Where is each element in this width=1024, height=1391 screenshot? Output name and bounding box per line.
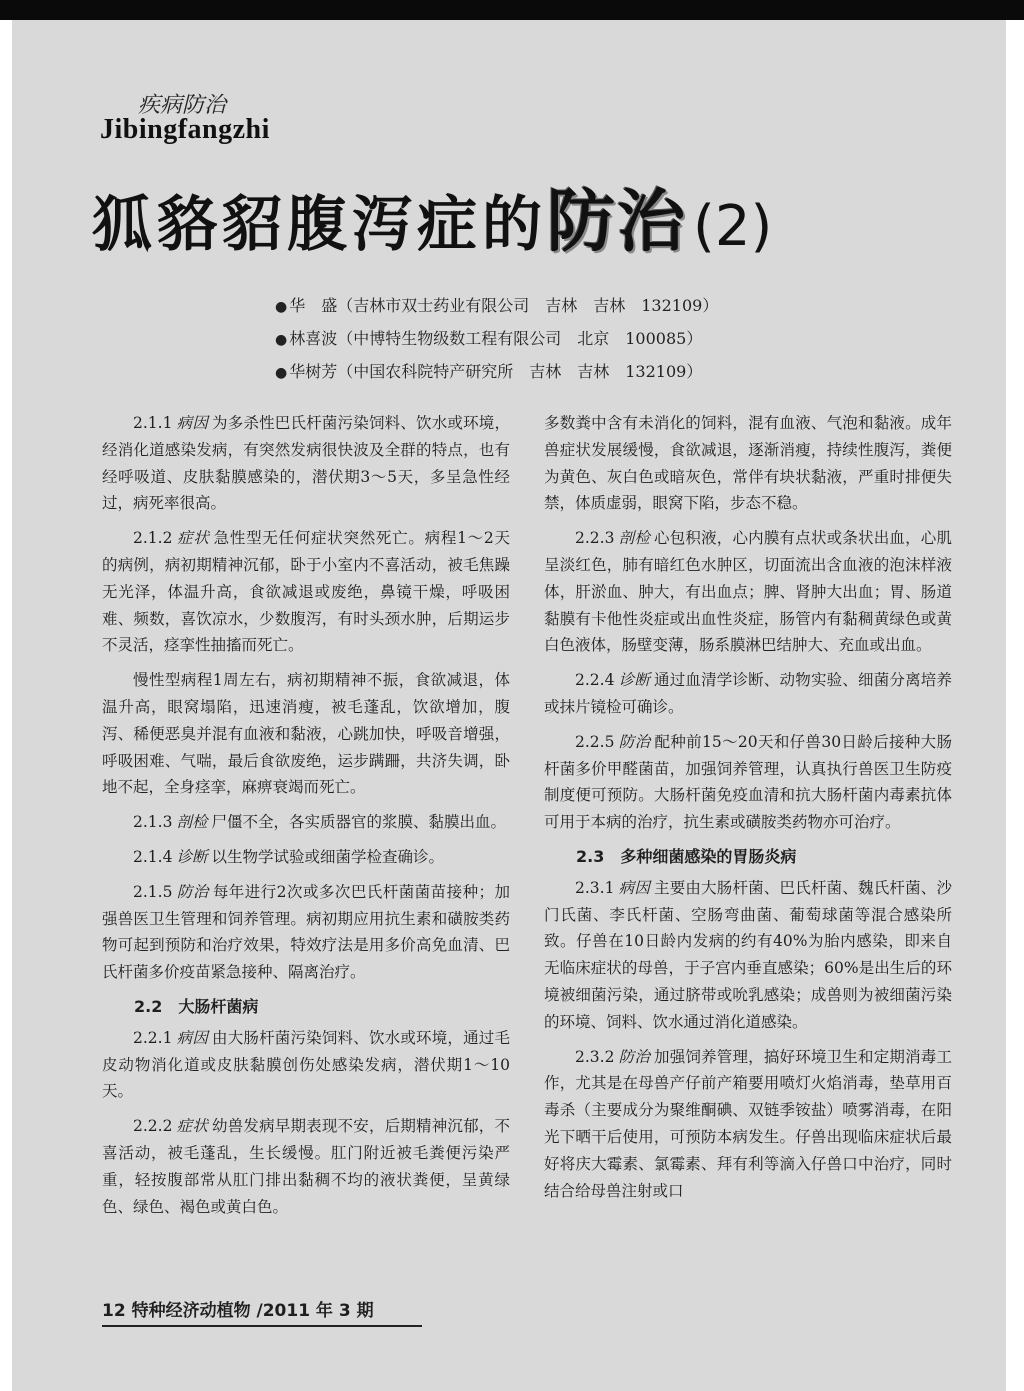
para-text: 通过血清学诊断、动物实验、细菌分离培养或抹片镜检可确诊。 (544, 671, 952, 716)
para-text: 主要由大肠杆菌、巴氏杆菌、魏氏杆菌、沙门氏菌、李氏杆菌、空肠弯曲菌、葡萄球菌等混合感染所致。仔兽在10日龄内发病的约有40%为胎内感染，即来自无临床症状的母兽，于子宫内垂直感染；60%是出生后的环境被细菌污染，通过脐带或吮乳感染；成兽则为被细菌污染的环境、饲料、饮水通过消化道感染。 (544, 878, 952, 1031)
para-number: 2.2.2 (133, 1117, 173, 1136)
article-title (92, 168, 972, 262)
paragraph (544, 729, 952, 836)
para-number: 2.3.1 (575, 878, 615, 897)
paragraph (544, 667, 952, 721)
para-text: 心包积液，心内膜有点状或条状出血，心肌呈淡红色，肺有暗红色水肿区，切面流出含血液的泡沫样液体，肝淤血、肿大，有出血点；脾、肾肿大出血；胃、肠道黏膜有卡他性炎症或出血性炎症，肠管内有黏稠黄绿色或黄白色液体，肠壁变薄，肠系膜淋巴结肿大、充血或出血。 (544, 529, 952, 655)
para-text: 每年进行2次或多次巴氏杆菌菌苗接种；加强兽医卫生管理和饲养管理。病初期应用抗生素和磺胺类药物可起到预防和治疗效果，特效疗法是用多价高免血清、巴氏杆菌多价疫苗紧急接种、隔离治疗。 (102, 882, 510, 982)
para-label: 诊断 (176, 847, 208, 866)
author-affiliation: （中国农科院特产研究所 吉林 吉林 132109） (337, 362, 703, 381)
paragraph (102, 410, 510, 517)
para-number: 2.2.1 (133, 1028, 173, 1047)
title-emphasis: 防治 (547, 183, 688, 262)
author-affiliation: （吉林市双士药业有限公司 吉林 吉林 132109） (337, 296, 719, 315)
author-name: 华树芳 (289, 362, 338, 381)
paragraph (544, 1044, 952, 1205)
top-dark-band (0, 0, 1024, 20)
author-affiliation: （中博特生物级数工程有限公司 北京 100085） (337, 329, 703, 348)
para-number: 2.1.5 (133, 882, 173, 901)
section-label-en: Jibingfangzhi (100, 114, 270, 145)
para-text: 幼兽发病早期表现不安，后期精神沉郁，不喜活动，被毛蓬乱，生长缓慢。肛门附近被毛粪便污染严重，轻按腹部常从肛门排出黏稠不均的液状粪便，呈黄绿色、绿色、褐色或黄白色。 (102, 1117, 510, 1216)
para-number: 2.1.3 (133, 813, 173, 832)
author-line (275, 323, 718, 356)
para-number: 2.1.1 (133, 414, 173, 432)
title-main: 狐貉貂腹泻症的 (92, 190, 547, 260)
paragraph (102, 1025, 510, 1105)
author-line (275, 356, 718, 389)
para-text: 为多杀性巴氏杆菌污染饲料、饮水或环境，经消化道感染发病，有突然发病很快波及全群的特点，也有经呼吸道、皮肤黏膜感染的，潜伏期3～5天，多呈急性经过，病死率很高。 (102, 414, 510, 513)
section-heading: 2.3 多种细菌感染的胃肠炎病 (576, 846, 797, 866)
para-text: 以生物学试验或细菌学检查确诊。 (211, 847, 444, 866)
para-text: 配种前15～20天和仔兽30日龄后接种大肠杆菌多价甲醛菌苗，加强饲养管理，认真执行兽医卫生防疫制度便可预防。大肠杆菌免疫血清和抗大肠杆菌内毒素抗体可用于本病的治疗，抗生素或磺胺类药物亦可治疗。 (544, 732, 952, 832)
para-label: 病因 (618, 878, 651, 897)
para-label: 剖检 (618, 529, 651, 548)
para-label: 病因 (176, 414, 209, 432)
para-text: 急性型无任何症状突然死亡。病程1～2天的病例，病初期精神沉郁，卧于小室内不喜活动，被毛焦躁无光泽，体温升高，食欲减退或废绝，鼻镜干燥，呼吸困难、频数，喜饮凉水，少数腹泻，有时头颈水肿，后期运步不灵活，痉挛性抽搐而死亡。 (102, 529, 510, 655)
left-column (102, 410, 510, 1228)
paragraph: 慢性型病程1周左右，病初期精神不振，食欲减退，体温升高，眼窝塌陷，迅速消瘦，被毛蓬乱，饮欲增加，腹泻、稀便恶臭并混有血液和黏液，心跳加快，呼吸音增强，呼吸困难、气喘，最后食欲废绝，运步蹒跚，共济失调，卧地不起，全身痉挛，麻痹衰竭而死亡。 (102, 671, 510, 797)
author-line (275, 290, 718, 323)
paragraph: 多数粪中含有未消化的饲料，混有血液、气泡和黏液。成年兽症状发展缓慢，食欲减退，逐渐消瘦，持续性腹泻，粪便为黄色、灰白色或暗灰色，常伴有块状黏液，严重时排便失禁，体质虚弱，眼窝下陷，步态不稳。 (544, 414, 952, 513)
para-label: 防治 (618, 1047, 651, 1066)
para-number: 2.2.4 (575, 671, 615, 690)
bullet-icon: ● (275, 299, 288, 315)
section-heading: 2.2 大肠杆菌病 (134, 996, 259, 1016)
para-label: 病因 (176, 1028, 209, 1047)
left-margin (0, 20, 12, 1391)
paragraph (102, 844, 510, 871)
para-number: 2.3.2 (575, 1047, 615, 1066)
paragraph (102, 525, 510, 659)
paragraph (102, 1113, 510, 1220)
title-number: (2) (693, 194, 773, 259)
paragraph (102, 809, 510, 836)
para-label: 诊断 (618, 671, 651, 690)
para-number: 2.2.5 (575, 732, 615, 751)
para-label: 防治 (176, 882, 209, 901)
paragraph (544, 525, 952, 659)
para-number: 2.1.4 (133, 847, 173, 866)
author-name: 林喜波 (289, 329, 338, 348)
para-label: 症状 (176, 1117, 209, 1136)
para-text: 尸僵不全，各实质器官的浆膜、黏膜出血。 (211, 813, 506, 832)
page-footer: 12 特种经济动植物 /2011 年 3 期 (102, 1296, 422, 1327)
bullet-icon: ● (275, 332, 288, 348)
para-text: 由大肠杆菌污染饲料、饮水或环境，通过毛皮动物消化道或皮肤黏膜创伤处感染发病，潜伏期1～10天。 (102, 1028, 510, 1101)
right-margin (1006, 20, 1024, 1391)
para-label: 剖检 (176, 813, 208, 832)
bullet-icon: ● (275, 365, 288, 381)
para-label: 症状 (176, 529, 210, 548)
para-number: 2.2.3 (575, 529, 615, 548)
para-label: 防治 (618, 732, 651, 751)
paragraph (102, 879, 510, 986)
right-column (544, 410, 952, 1212)
paragraph (544, 875, 952, 1036)
para-text: 加强饲养管理，搞好环境卫生和定期消毒工作，尤其是在母兽产仔前产箱要用喷灯火焰消毒，垫草用百毒杀（主要成分为聚维酮碘、双链季铵盐）喷雾消毒，在阳光下晒干后使用，可预防本病发生。仔兽出现临床症状后最好将庆大霉素、氯霉素、拜有利等滴入仔兽口中治疗，同时结合给母兽注射或口 (544, 1047, 952, 1200)
para-number: 2.1.2 (133, 529, 173, 548)
author-list (275, 290, 718, 389)
author-name: 华 盛 (289, 296, 338, 315)
section-label-cn: 疾病防治 (138, 93, 227, 118)
